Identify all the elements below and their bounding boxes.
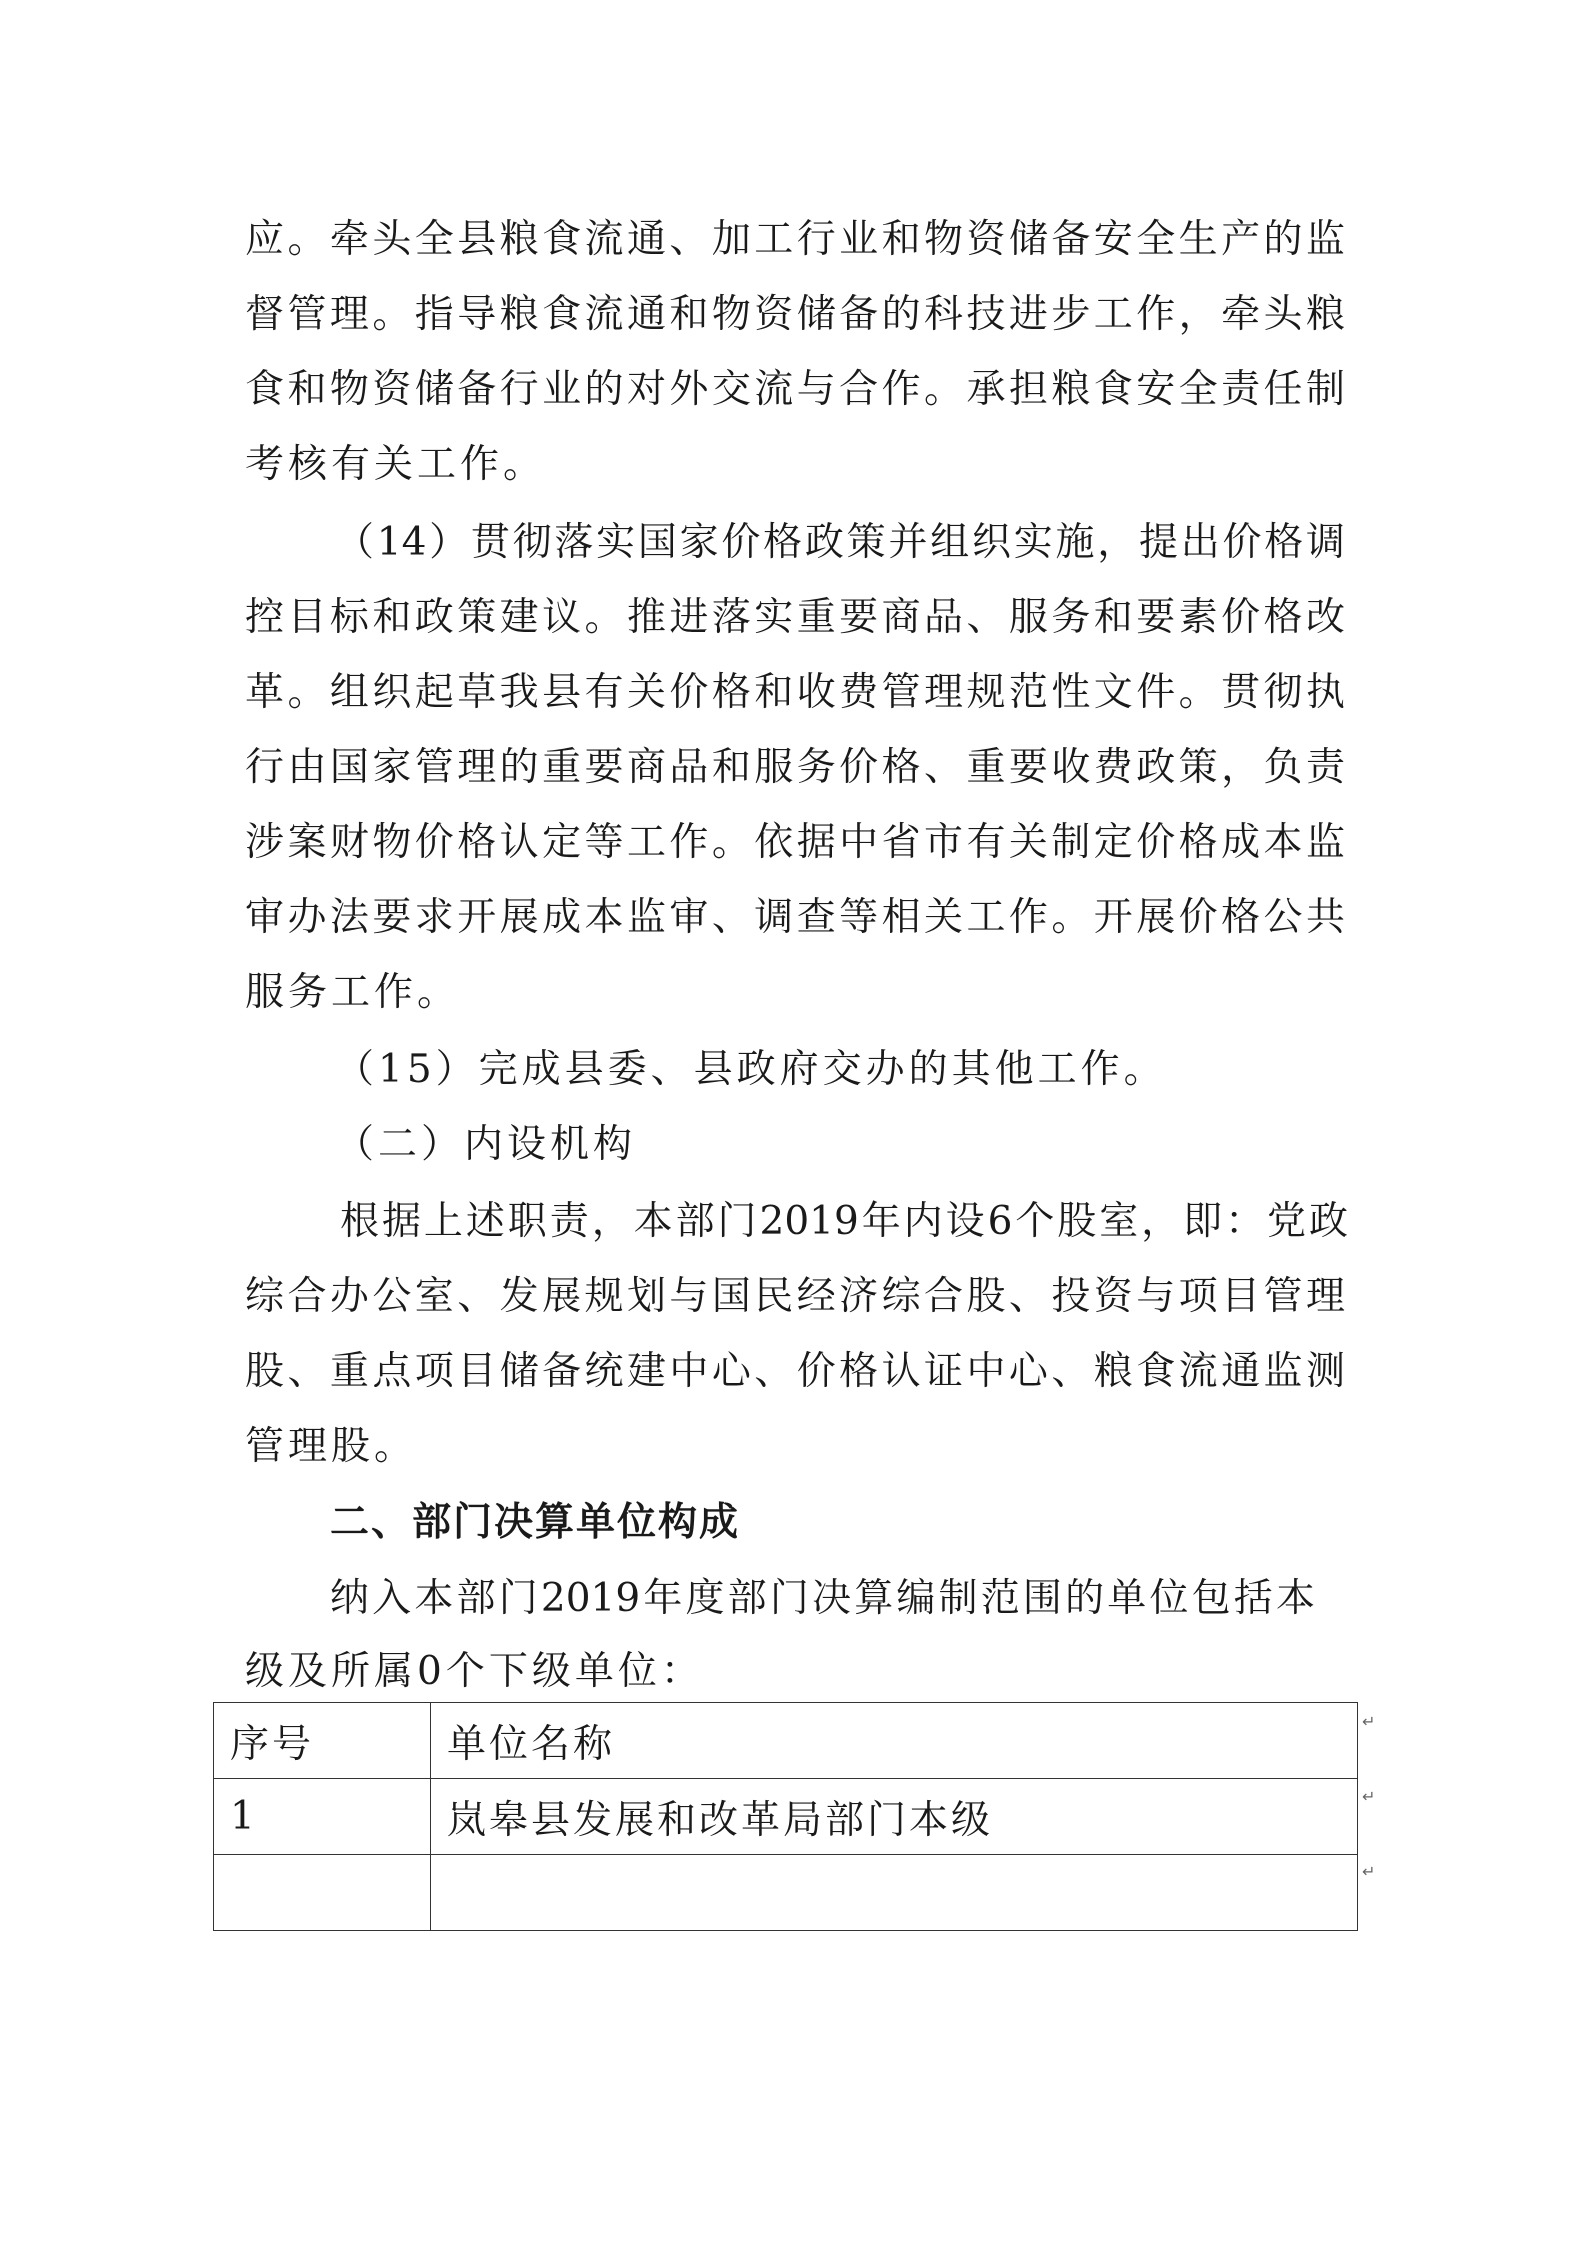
paragraph-line: 行由国家管理的重要商品和服务价格、重要收费政策，负责 [245,745,1345,790]
paragraph-line: 审办法要求开展成本监审、调查等相关工作。开展价格公共 [245,895,1345,940]
paragraph-line: 综合办公室、发展规划与国民经济综合股、投资与项目管理 [245,1274,1345,1319]
section-heading: 二、部门决算单位构成 [330,1500,741,1545]
paragraph-line: 控目标和政策建议。推进落实重要商品、服务和要素价格改 [245,595,1345,640]
row-end-mark-icon: ↵ [1362,1787,1376,1806]
table-cell [214,1855,431,1931]
paragraph-line: 革。组织起草我县有关价格和收费管理规范性文件。贯彻执 [245,670,1345,715]
sub-heading: （二）内设机构 [335,1122,637,1167]
header-cell-name: 单位名称 [431,1703,1358,1779]
paragraph-line: 股、重点项目储备统建中心、价格认证中心、粮食流通监测 [245,1349,1345,1394]
paragraph-line: （15）完成县委、县政府交办的其他工作。 [335,1047,1167,1092]
table-row [214,1779,1358,1855]
unit-table [213,1702,1358,1931]
paragraph-line: 督管理。指导粮食流通和物资储备的科技进步工作，牵头粮 [245,292,1345,337]
row-end-mark-icon: ↵ [1362,1862,1376,1881]
table-cell: 1 [214,1779,431,1855]
paragraph-line: 级及所属0个下级单位： [245,1649,704,1694]
paragraph-line: 应。牵头全县粮食流通、加工行业和物资储备安全生产的监 [245,217,1345,262]
table-cell: 岚皋县发展和改革局部门本级 [431,1779,1358,1855]
paragraph-line: 纳入本部门2019年度部门决算编制范围的单位包括本 [330,1576,1315,1621]
table-cell [431,1855,1358,1931]
table-row [214,1855,1358,1931]
paragraph-line: （14）贯彻落实国家价格政策并组织实施，提出价格调 [335,520,1345,565]
table-header-row [214,1703,1358,1779]
header-cell-index: 序号 [214,1703,431,1779]
paragraph-line: 涉案财物价格认定等工作。依据中省市有关制定价格成本监 [245,820,1345,865]
paragraph-line: 食和物资储备行业的对外交流与合作。承担粮食安全责任制 [245,367,1345,412]
row-end-mark-icon: ↵ [1362,1712,1376,1731]
paragraph-line: 考核有关工作。 [245,442,547,487]
paragraph-line: 根据上述职责，本部门2019年内设6个股室，即：党政 [340,1199,1348,1244]
paragraph-line: 管理股。 [245,1424,418,1469]
paragraph-line: 服务工作。 [245,970,461,1015]
